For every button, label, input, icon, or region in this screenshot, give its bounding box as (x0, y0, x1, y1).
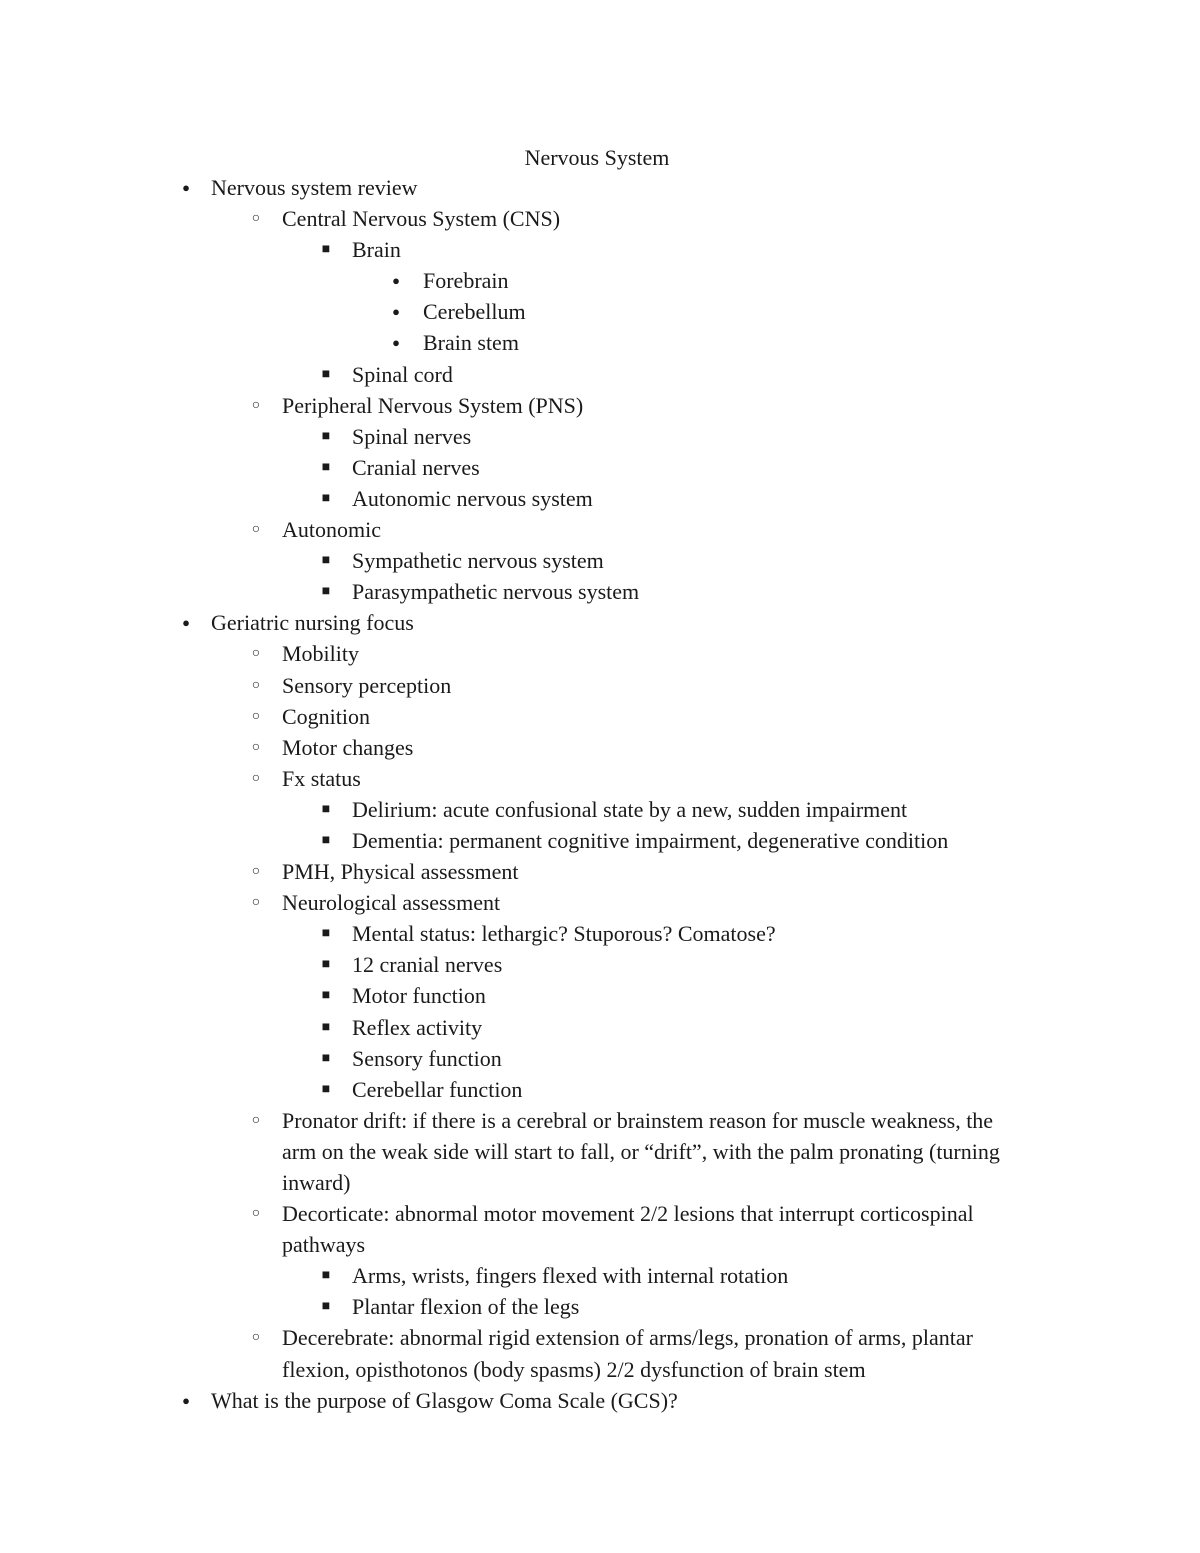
list-item (0, 390, 1200, 421)
bullet-square-icon: ■ (321, 801, 331, 817)
bullet-circle-icon: ○ (251, 895, 261, 911)
bullet-square-icon: ■ (321, 1081, 331, 1097)
outline-list (0, 172, 1200, 1416)
list-item-text: Autonomic (282, 517, 381, 543)
list-item-continuation (0, 1167, 1200, 1198)
list-item (0, 887, 1200, 918)
list-item-continuation (0, 1136, 1200, 1167)
bullet-circle-icon: ○ (251, 1112, 261, 1128)
list-item-text: Forebrain (423, 268, 509, 294)
bullet-square-icon: ■ (321, 1050, 331, 1066)
list-item-text: Sensory perception (282, 672, 452, 698)
list-item-text: Plantar flexion of the legs (352, 1294, 580, 1320)
list-item (0, 514, 1200, 545)
list-item-text: Sensory function (352, 1045, 502, 1071)
list-item (0, 1074, 1200, 1105)
list-item-text: PMH, Physical assessment (282, 859, 519, 885)
list-item (0, 670, 1200, 701)
list-item-text: Autonomic nervous system (352, 485, 593, 511)
list-item-text: Cerebellum (423, 299, 526, 325)
list-item-text: Peripheral Nervous System (PNS) (282, 392, 584, 418)
list-item-text: Motor changes (282, 734, 414, 760)
list-item (0, 265, 1200, 296)
list-item (0, 763, 1200, 794)
list-item-text: Cerebellar function (352, 1076, 523, 1102)
bullet-square-icon: ■ (321, 1268, 331, 1284)
list-item-text: Cognition (282, 703, 371, 729)
bullet-circle-icon: ○ (251, 739, 261, 755)
list-item (0, 1291, 1200, 1322)
list-item-text: Reflex activity (352, 1014, 483, 1040)
bullet-disc-icon: ● (392, 304, 400, 320)
list-item (0, 203, 1200, 234)
bullet-square-icon: ■ (321, 1019, 331, 1035)
list-item-text: inward) (282, 1170, 351, 1195)
bullet-circle-icon: ○ (251, 397, 261, 413)
list-item-text: flexion, opisthotonos (body spasms) 2/2 dysfunction of brain stem (282, 1356, 866, 1382)
list-item-text: 12 cranial nerves (352, 952, 503, 978)
bullet-square-icon: ■ (321, 1299, 331, 1315)
bullet-disc-icon: ● (182, 615, 190, 631)
list-item-text: Geriatric nursing focus (211, 610, 414, 636)
bullet-square-icon: ■ (321, 553, 331, 569)
list-item-text: arm on the weak side will start to fall, or “drift”, with the palm pronating (turning (282, 1138, 1000, 1164)
list-item (0, 421, 1200, 452)
list-item (0, 1012, 1200, 1043)
list-item-text: Decerebrate: abnormal rigid extension of arms/legs, pronation of arms, plantar (282, 1325, 973, 1351)
list-item-text: Parasympathetic nervous system (352, 579, 640, 605)
list-item-text: Cranial nerves (352, 454, 480, 480)
list-item (0, 918, 1200, 949)
list-item-text: Sympathetic nervous system (352, 548, 604, 574)
list-item (0, 1198, 1200, 1229)
list-item (0, 607, 1200, 638)
list-item-text: Mental status: lethargic? Stuporous? Comatose? (352, 921, 776, 947)
bullet-circle-icon: ○ (251, 677, 261, 693)
list-item-text: Spinal cord (352, 361, 453, 387)
bullet-disc-icon: ● (392, 335, 400, 351)
list-item (0, 856, 1200, 887)
list-item (0, 483, 1200, 514)
bullet-circle-icon: ○ (251, 864, 261, 880)
list-item (0, 949, 1200, 980)
list-item-text: Motor function (352, 983, 486, 1009)
list-item (0, 1260, 1200, 1291)
list-item (0, 234, 1200, 265)
list-item (0, 327, 1200, 358)
list-item (0, 825, 1200, 856)
bullet-disc-icon: ● (392, 273, 400, 289)
list-item (0, 172, 1200, 203)
bullet-square-icon: ■ (321, 957, 331, 973)
list-item-text: Arms, wrists, fingers flexed with internal rotation (352, 1263, 789, 1289)
list-item (0, 1385, 1200, 1416)
list-item (0, 1105, 1200, 1136)
list-item-text: Brain (352, 237, 401, 263)
bullet-circle-icon: ○ (251, 646, 261, 662)
bullet-circle-icon: ○ (251, 770, 261, 786)
list-item-text: Brain stem (423, 330, 519, 356)
bullet-square-icon: ■ (321, 459, 331, 475)
list-item-text: Dementia: permanent cognitive impairment, degenerative condition (352, 827, 949, 853)
bullet-circle-icon: ○ (251, 522, 261, 538)
list-item (0, 296, 1200, 327)
bullet-square-icon: ■ (321, 490, 331, 506)
list-item-continuation (0, 1354, 1200, 1385)
list-item (0, 732, 1200, 763)
bullet-square-icon: ■ (321, 242, 331, 258)
list-item-continuation (0, 1229, 1200, 1260)
list-item (0, 980, 1200, 1011)
bullet-square-icon: ■ (321, 988, 331, 1004)
document-title: Nervous System (524, 145, 670, 170)
list-item (0, 794, 1200, 825)
list-item (0, 452, 1200, 483)
bullet-circle-icon: ○ (251, 708, 261, 724)
bullet-square-icon: ■ (321, 584, 331, 600)
list-item-text: Central Nervous System (CNS) (282, 206, 561, 232)
list-item-text: Spinal nerves (352, 423, 472, 449)
list-item (0, 576, 1200, 607)
list-item-text: Mobility (282, 641, 360, 667)
bullet-square-icon: ■ (321, 366, 331, 382)
bullet-square-icon: ■ (321, 926, 331, 942)
bullet-circle-icon: ○ (251, 211, 261, 227)
list-item (0, 545, 1200, 576)
list-item-text: Fx status (282, 765, 361, 791)
list-item-text: Pronator drift: if there is a cerebral or brainstem reason for muscle weakness, the (282, 1107, 994, 1133)
list-item-text: Nervous system review (211, 175, 418, 200)
list-item-text: pathways (282, 1232, 366, 1258)
list-item-text: What is the purpose of Glasgow Coma Scale (GCS)? (211, 1387, 678, 1413)
list-item-text: Neurological assessment (282, 890, 501, 916)
bullet-circle-icon: ○ (251, 1330, 261, 1346)
bullet-disc-icon: ● (182, 180, 190, 195)
bullet-disc-icon: ● (182, 1392, 190, 1408)
list-item (0, 1043, 1200, 1074)
list-item-text: Delirium: acute confusional state by a new, sudden impairment (352, 796, 908, 822)
list-item (0, 701, 1200, 732)
bullet-circle-icon: ○ (251, 1206, 261, 1222)
list-item (0, 359, 1200, 390)
list-item-text: Decorticate: abnormal motor movement 2/2 lesions that interrupt corticospinal (282, 1201, 974, 1227)
bullet-square-icon: ■ (321, 832, 331, 848)
list-item (0, 1322, 1200, 1353)
list-item (0, 638, 1200, 669)
bullet-square-icon: ■ (321, 428, 331, 444)
